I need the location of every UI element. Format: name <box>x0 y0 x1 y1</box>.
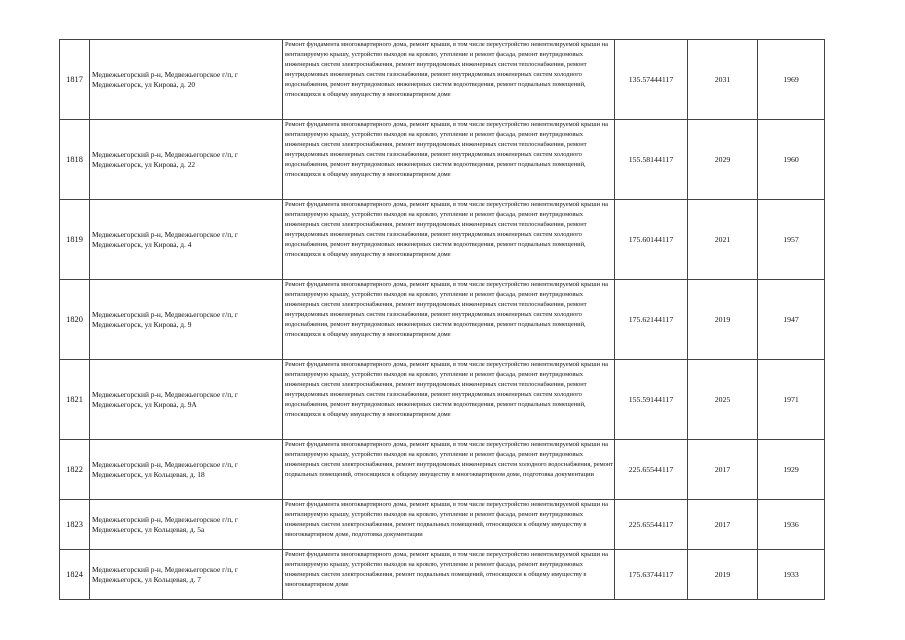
cost-cell: 135.57444117 <box>615 40 688 120</box>
address-cell: Медвежьегорский р-н, Медвежьегорское г/п, г Медвежьегорск, ул Кирова, д. 9А <box>90 360 283 440</box>
planned-year-cell: 2017 <box>688 440 758 500</box>
built-year-cell: 1933 <box>758 550 825 600</box>
works-cell <box>283 440 615 500</box>
repair-registry-table <box>59 39 825 600</box>
works-text: Ремонт фундамента многоквартирного дома, ремонт крыши, в том числе переустройство невентилируемой крыши на вентилируемую крышу, устройство выходов на кровлю, утепление и ремонт фасада, ремонт внутридомовых инженерных систем электроснабжения, ремонт внутридомовых инженерных систем холодного водоснабжения, ремонт подвальных помещений, относящихся к общему имуществу в многоквартирном доме, подготовка документации <box>285 441 614 478</box>
cost-cell: 155.59144117 <box>615 360 688 440</box>
address-cell: Медвежьегорский р-н, Медвежьегорское г/п, г Медвежьегорск, ул Кольцевая, д. 5а <box>90 500 283 550</box>
row-number: 1820 <box>60 280 90 360</box>
works-text: Ремонт фундамента многоквартирного дома, ремонт крыши, в том числе переустройство невентилируемой крыши на вентилируемую крышу, устройство выходов на кровлю, утепление и ремонт фасада, ремонт внутридомовых инженерных систем электроснабжения, ремонт подвальных помещений, относящихся к общему имуществу в многоквартирном доме <box>285 551 608 588</box>
works-cell <box>283 500 615 550</box>
planned-year-cell: 2019 <box>688 280 758 360</box>
built-year-cell: 1960 <box>758 120 825 200</box>
address-cell: Медвежьегорский р-н, Медвежьегорское г/п, г Медвежьегорск, ул Кирова, д. 22 <box>90 120 283 200</box>
works-text: Ремонт фундамента многоквартирного дома, ремонт крыши, в том числе переустройство невентилируемой крыши на вентилируемую крышу, устройство выходов на кровлю, утепление и ремонт фасада, ремонт внутридомовых инженерных систем электроснабжения, ремонт подвальных помещений, относящихся к общему имуществу в многоквартирном доме, подготовка документации <box>285 501 608 538</box>
address-cell: Медвежьегорский р-н, Медвежьегорское г/п, г Медвежьегорск, ул Кольцевая, д. 7 <box>90 550 283 600</box>
row-number: 1817 <box>60 40 90 120</box>
works-cell <box>283 280 615 360</box>
cost-cell: 175.60144117 <box>615 200 688 280</box>
planned-year-cell: 2025 <box>688 360 758 440</box>
address-cell: Медвежьегорский р-н, Медвежьегорское г/п, г Медвежьегорск, ул Кирова, д. 9 <box>90 280 283 360</box>
built-year-cell: 1971 <box>758 360 825 440</box>
works-text: Ремонт фундамента многоквартирного дома, ремонт крыши, в том числе переустройство невентилируемой крыши на вентилируемую крышу, устройство выходов на кровлю, утепление и ремонт фасада, ремонт внутридомовых инженерных систем электроснабжения, ремонт внутридомовых инженерных систем теплоснабжения, ремонт внутридомовых инженерных систем газоснабжения, ремонт внутридомовых инженерных систем холодного водоснабжения, ремонт внутридомовых инженерных систем водоотведения, ремонт подвальных помещений, относящихся к общему имуществу в многоквартирном доме <box>285 281 608 338</box>
planned-year-cell: 2017 <box>688 500 758 550</box>
built-year-cell: 1947 <box>758 280 825 360</box>
planned-year-cell: 2021 <box>688 200 758 280</box>
table-row <box>60 440 825 500</box>
table-row <box>60 280 825 360</box>
table-row <box>60 360 825 440</box>
works-text: Ремонт фундамента многоквартирного дома, ремонт крыши, в том числе переустройство невентилируемой крыши на вентилируемую крышу, устройство выходов на кровлю, утепление и ремонт фасада, ремонт внутридомовых инженерных систем электроснабжения, ремонт внутридомовых инженерных систем теплоснабжения, ремонт внутридомовых инженерных систем газоснабжения, ремонт внутридомовых инженерных систем холодного водоснабжения, ремонт внутридомовых инженерных систем водоотведения, ремонт подвальных помещений, относящихся к общему имуществу в многоквартирном доме <box>285 41 608 98</box>
works-text: Ремонт фундамента многоквартирного дома, ремонт крыши, в том числе переустройство невентилируемой крыши на вентилируемую крышу, устройство выходов на кровлю, утепление и ремонт фасада, ремонт внутридомовых инженерных систем электроснабжения, ремонт внутридомовых инженерных систем теплоснабжения, ремонт внутридомовых инженерных систем газоснабжения, ремонт внутридомовых инженерных систем холодного водоснабжения, ремонт внутридомовых инженерных систем водоотведения, ремонт подвальных помещений, относящихся к общему имуществу в многоквартирном доме <box>285 361 608 418</box>
built-year-cell: 1957 <box>758 200 825 280</box>
table-row <box>60 500 825 550</box>
built-year-cell: 1929 <box>758 440 825 500</box>
address-cell: Медвежьегорский р-н, Медвежьегорское г/п, г Медвежьегорск, ул Кирова, д. 4 <box>90 200 283 280</box>
row-number: 1823 <box>60 500 90 550</box>
planned-year-cell: 2029 <box>688 120 758 200</box>
row-number: 1824 <box>60 550 90 600</box>
planned-year-cell: 2019 <box>688 550 758 600</box>
table-row <box>60 120 825 200</box>
works-cell <box>283 550 615 600</box>
works-cell <box>283 40 615 120</box>
address-cell: Медвежьегорский р-н, Медвежьегорское г/п, г Медвежьегорск, ул Кирова, д. 20 <box>90 40 283 120</box>
cost-cell: 225.65544117 <box>615 440 688 500</box>
cost-cell: 155.58144117 <box>615 120 688 200</box>
document-page <box>59 39 824 600</box>
table-row <box>60 40 825 120</box>
planned-year-cell: 2031 <box>688 40 758 120</box>
row-number: 1818 <box>60 120 90 200</box>
cost-cell: 175.63744117 <box>615 550 688 600</box>
built-year-cell: 1936 <box>758 500 825 550</box>
row-number: 1819 <box>60 200 90 280</box>
row-number: 1822 <box>60 440 90 500</box>
table-row <box>60 200 825 280</box>
built-year-cell: 1969 <box>758 40 825 120</box>
cost-cell: 175.62144117 <box>615 280 688 360</box>
works-text: Ремонт фундамента многоквартирного дома, ремонт крыши, в том числе переустройство невентилируемой крыши на вентилируемую крышу, устройство выходов на кровлю, утепление и ремонт фасада, ремонт внутридомовых инженерных систем электроснабжения, ремонт внутридомовых инженерных систем теплоснабжения, ремонт внутридомовых инженерных систем газоснабжения, ремонт внутридомовых инженерных систем холодного водоснабжения, ремонт внутридомовых инженерных систем водоотведения, ремонт подвальных помещений, относящихся к общему имуществу в многоквартирном доме <box>285 201 608 258</box>
address-cell: Медвежьегорский р-н, Медвежьегорское г/п, г Медвежьегорск, ул Кольцевая, д. 18 <box>90 440 283 500</box>
cost-cell: 225.65544117 <box>615 500 688 550</box>
row-number: 1821 <box>60 360 90 440</box>
works-text: Ремонт фундамента многоквартирного дома, ремонт крыши, в том числе переустройство невентилируемой крыши на вентилируемую крышу, устройство выходов на кровлю, утепление и ремонт фасада, ремонт внутридомовых инженерных систем электроснабжения, ремонт внутридомовых инженерных систем теплоснабжения, ремонт внутридомовых инженерных систем газоснабжения, ремонт внутридомовых инженерных систем холодного водоснабжения, ремонт внутридомовых инженерных систем водоотведения, ремонт подвальных помещений, относящихся к общему имуществу в многоквартирном доме <box>285 121 608 178</box>
works-cell <box>283 200 615 280</box>
works-cell <box>283 120 615 200</box>
table-row <box>60 550 825 600</box>
works-cell <box>283 360 615 440</box>
